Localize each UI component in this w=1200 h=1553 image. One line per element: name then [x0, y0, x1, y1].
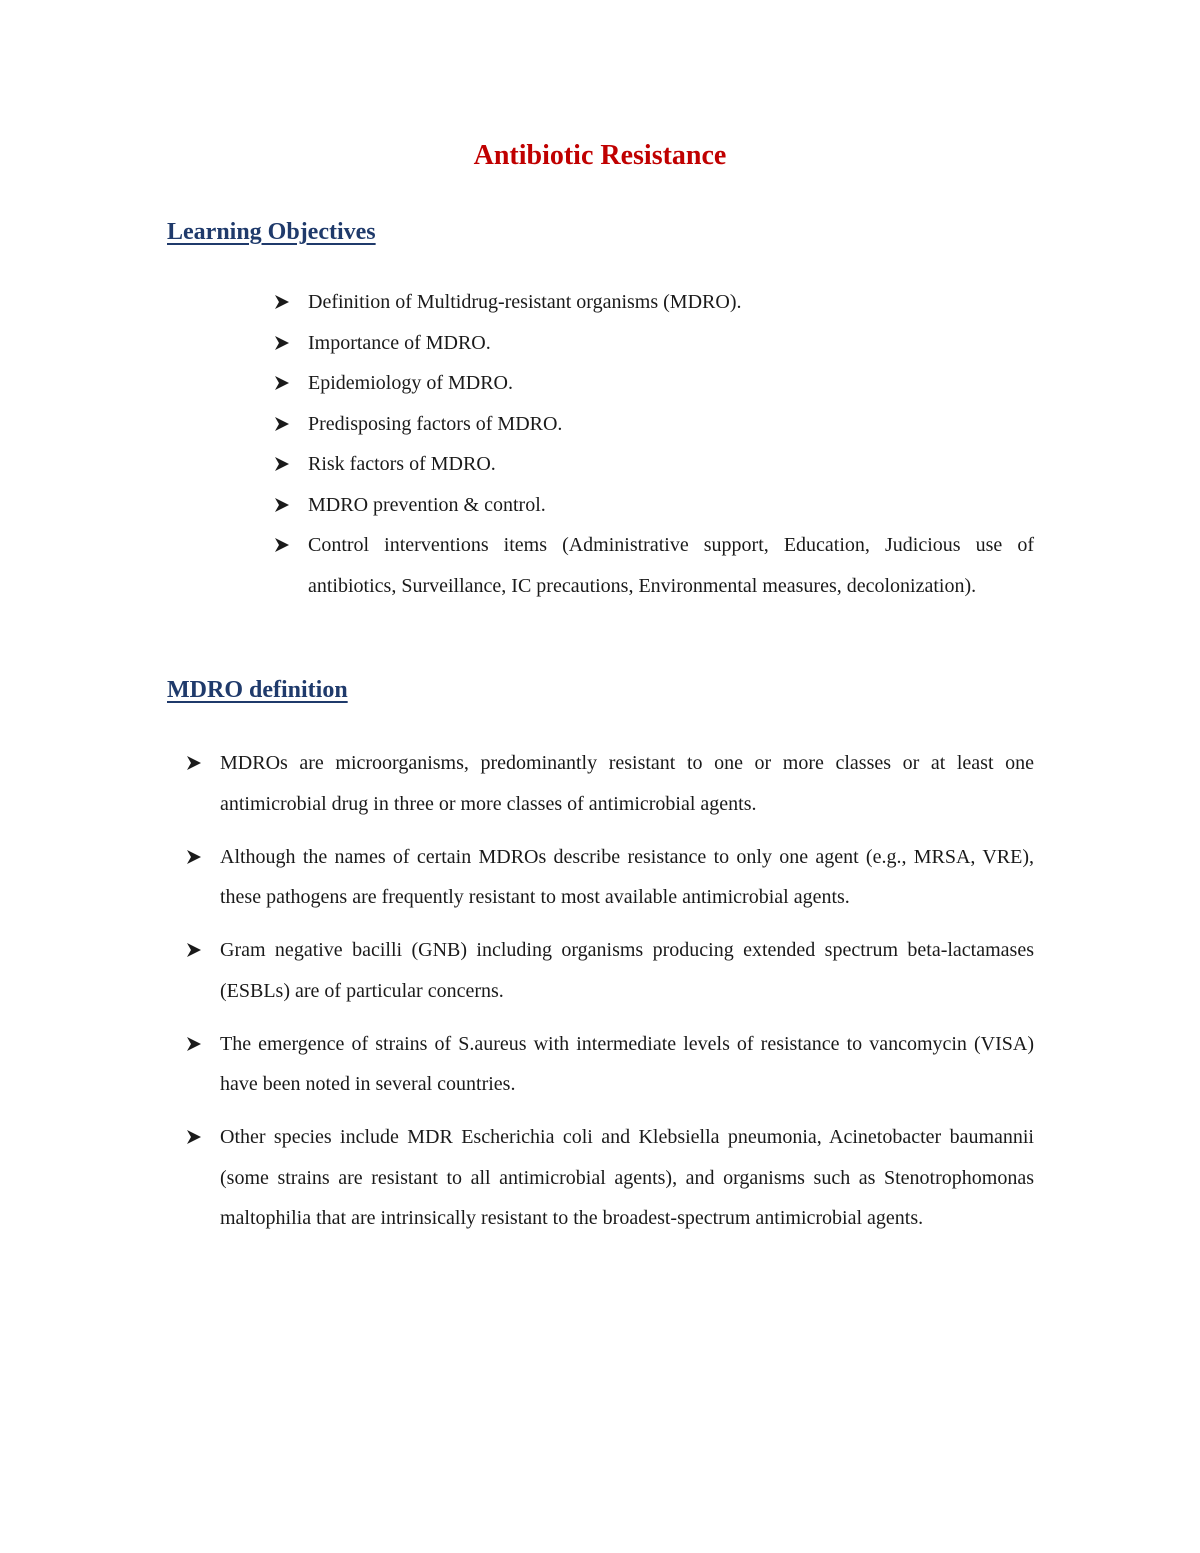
list-item: [220, 1117, 1034, 1239]
list-item: [220, 930, 1034, 1011]
arrowhead-bullet-icon: [274, 497, 290, 513]
list-item: [308, 444, 1034, 485]
list-item-text: Importance of MDRO.: [308, 331, 491, 354]
list-item-text: Although the names of certain MDROs describe resistance to only one agent (e.g., MRSA, VRE), these pathogens are frequently resistant to most available antimicrobial agents.: [220, 845, 1034, 908]
list-item: [308, 404, 1034, 445]
list-item-text: MDRO prevention & control.: [308, 493, 546, 516]
list-item: [308, 282, 1034, 323]
list-item-text: Predisposing factors of MDRO.: [308, 412, 563, 435]
list-item: [308, 323, 1034, 364]
arrowhead-bullet-icon: [274, 375, 290, 391]
list-item-text: Control interventions items (Administrative support, Education, Judicious use of antibiotics, Surveillance, IC precautions, Environmental measures, decolonization).: [308, 534, 1034, 597]
list-item: [220, 1024, 1034, 1105]
list-item-text: Other species include MDR Escherichia coli and Klebsiella pneumonia, Acinetobacter baumannii (some strains are resistant to all antimicrobial agents), and organisms such as Stenotrophomonas maltophilia that are intrinsically resistant to the broadest-spectrum antimicrobial agents.: [220, 1126, 1034, 1229]
arrowhead-bullet-icon: [186, 755, 202, 771]
arrowhead-bullet-icon: [274, 456, 290, 472]
document-title: Antibiotic Resistance: [473, 140, 727, 171]
arrowhead-bullet-icon: [274, 537, 290, 553]
list-item-text: Epidemiology of MDRO.: [308, 372, 513, 394]
list-item: [220, 837, 1034, 918]
arrowhead-bullet-icon: [186, 1036, 202, 1052]
list-item: [308, 363, 1034, 404]
arrowhead-bullet-icon: [274, 335, 290, 351]
list-item-text: The emergence of strains of S.aureus with intermediate levels of resistance to vancomycin (VISA) have been noted in several countries.: [220, 1032, 1034, 1095]
list-item: [308, 525, 1034, 606]
list-item-text: Risk factors of MDRO.: [308, 453, 496, 475]
arrowhead-bullet-icon: [186, 942, 202, 958]
list-item: [220, 743, 1034, 824]
arrowhead-bullet-icon: [274, 416, 290, 432]
learning-objectives-list: [308, 282, 1034, 606]
arrowhead-bullet-icon: [274, 294, 290, 310]
list-item: [308, 485, 1034, 526]
mdro-definition-list: [220, 743, 1034, 1251]
arrowhead-bullet-icon: [186, 849, 202, 865]
learning-objectives-heading: Learning Objectives: [167, 219, 376, 245]
mdro-definition-heading: MDRO definition: [167, 677, 348, 703]
list-item-text: Gram negative bacilli (GNB) including organisms producing extended spectrum beta-lactamases (ESBLs) are of particular concerns.: [220, 939, 1034, 1002]
list-item-text: Definition of Multidrug-resistant organisms (MDRO).: [308, 291, 742, 313]
arrowhead-bullet-icon: [186, 1129, 202, 1145]
list-item-text: MDROs are microorganisms, predominantly resistant to one or more classes or at least one antimicrobial drug in three or more classes of antimicrobial agents.: [220, 752, 1034, 815]
